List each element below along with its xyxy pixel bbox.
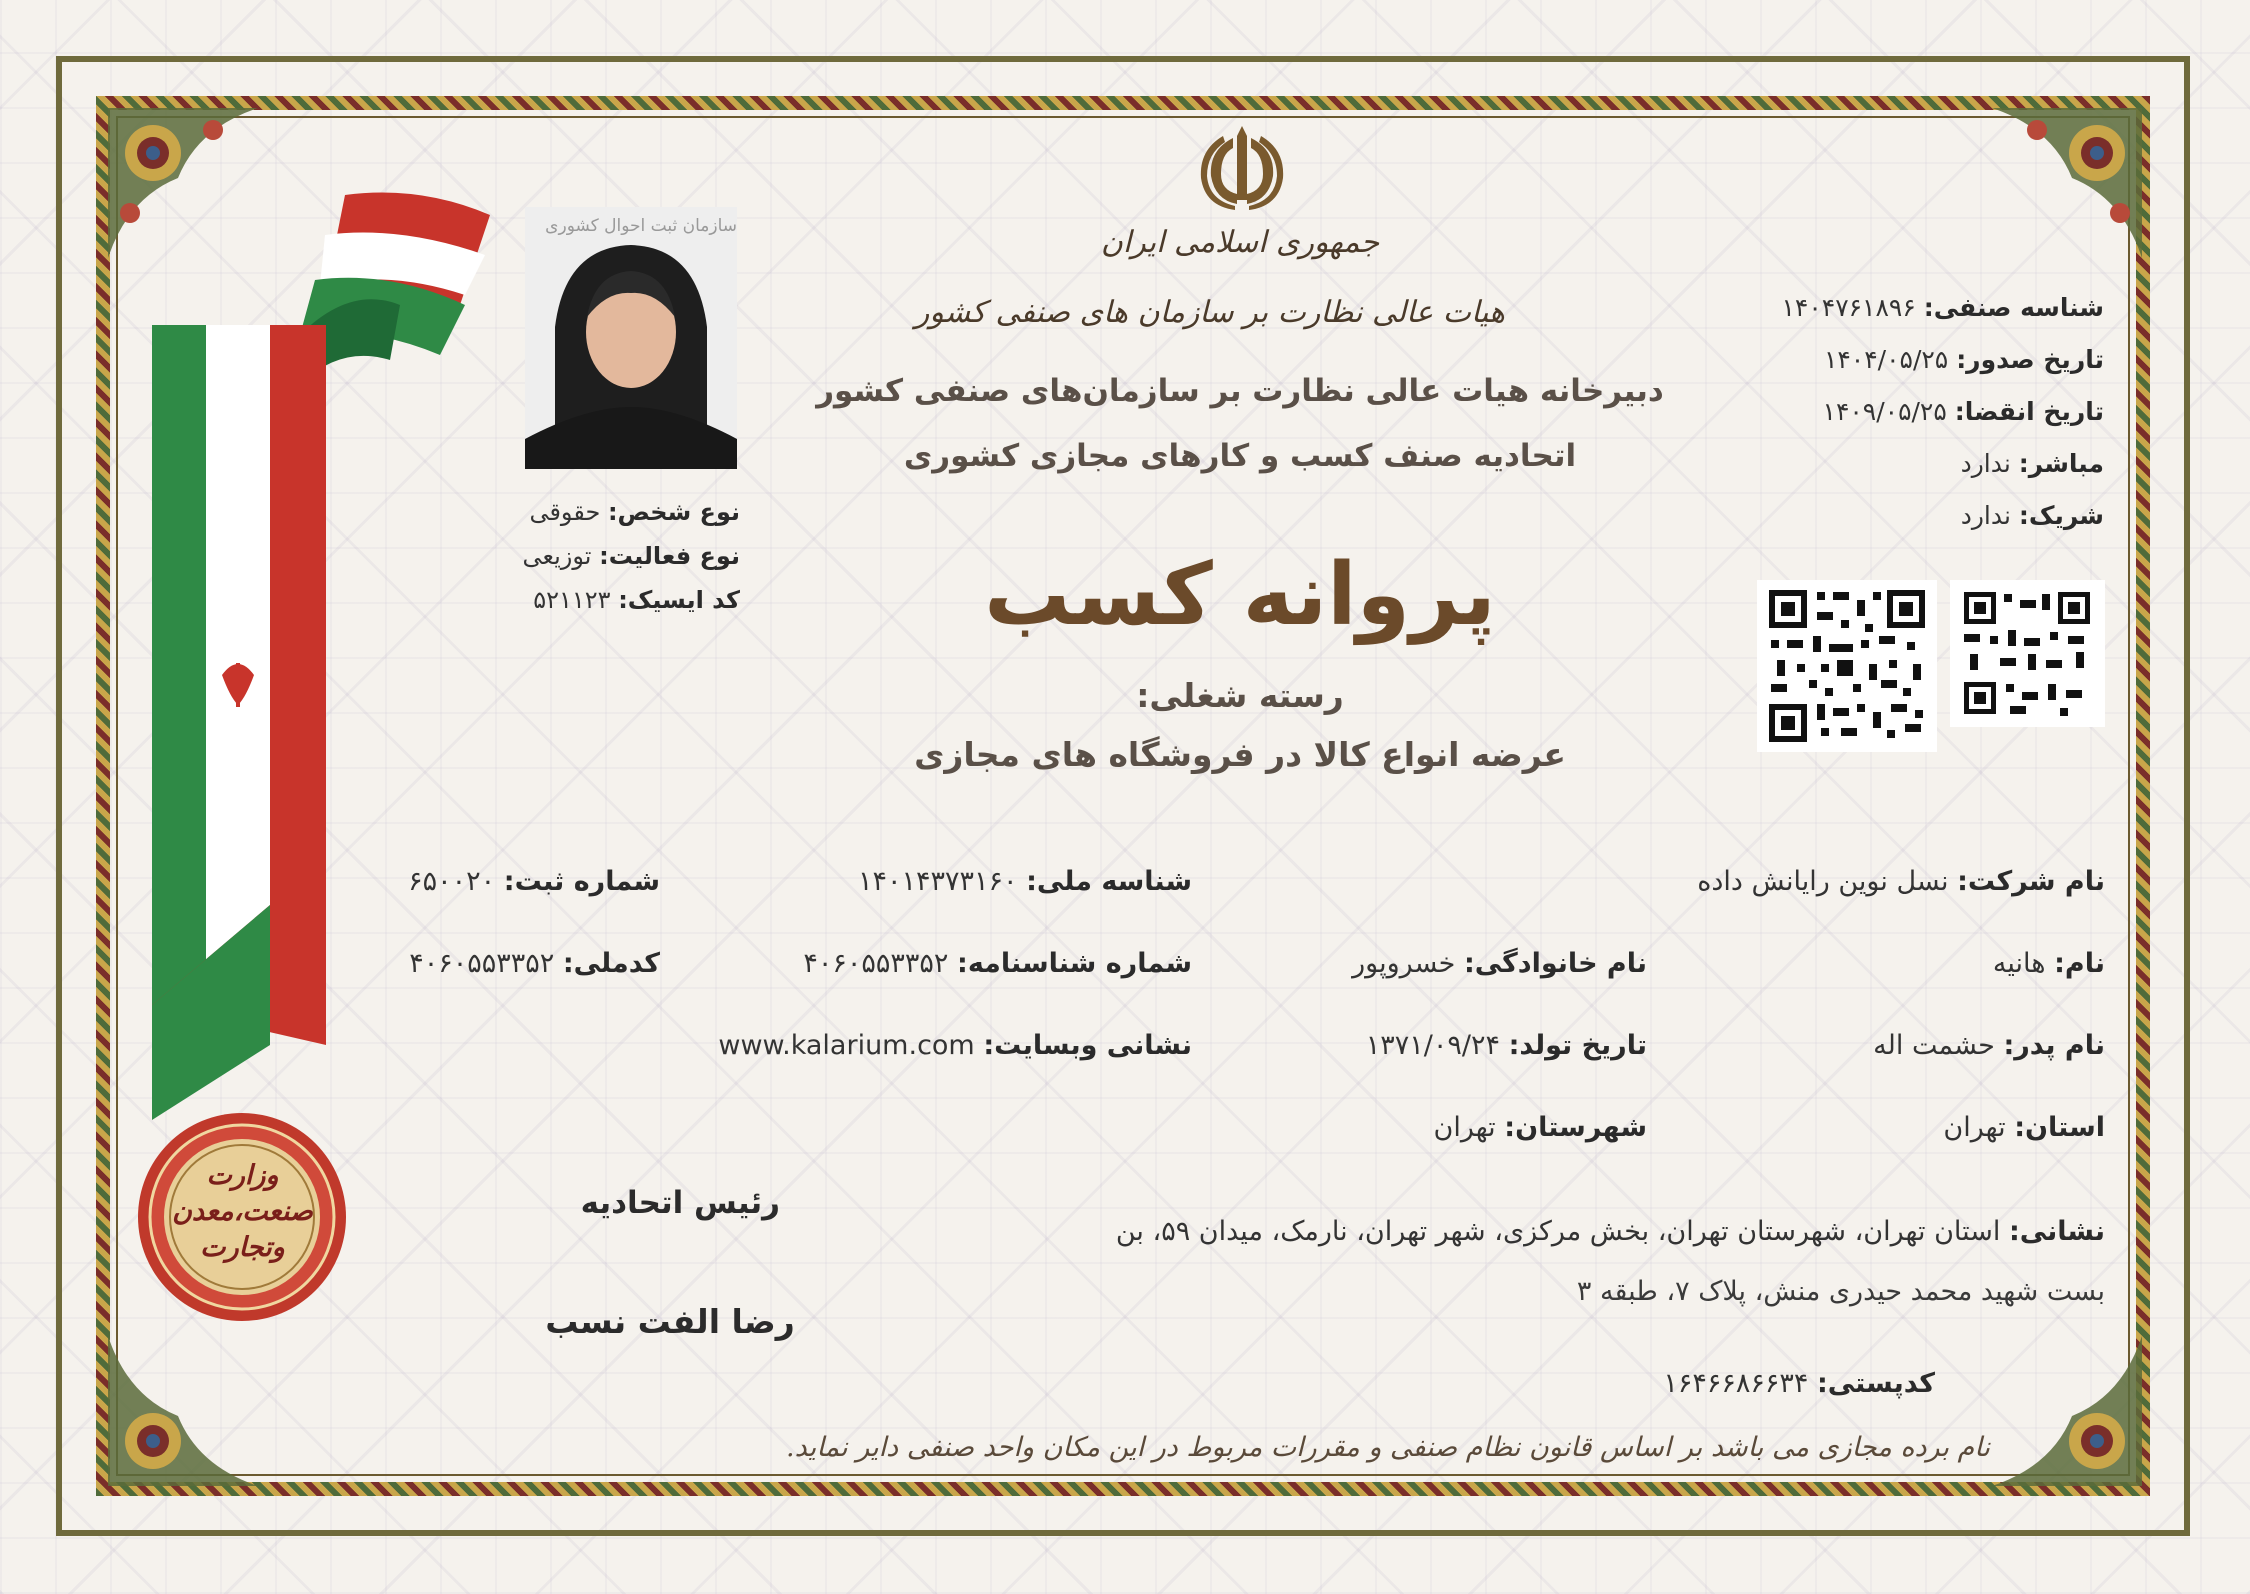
national-id-row: شناسه ملی: ۱۴۰۱۴۳۷۳۱۶۰ — [857, 866, 1192, 897]
address-line-2: بست شهید محمد حیدری منش، پلاک ۷، طبقه ۳ — [1576, 1276, 2105, 1307]
secretariat-title: دبیرخانه هیات عالی نظارت بر سازمان‌های صنفی کشور — [816, 373, 1664, 409]
category-value: عرضه انواع کالا در فروشگاه های مجازی — [914, 735, 1566, 774]
qr-code-icon — [1950, 580, 2105, 727]
birth-date-row: تاریخ تولد: ۱۳۷۱/۰۹/۲۴ — [1365, 1030, 1647, 1061]
partner-row: شریک: ندارد — [1960, 501, 2104, 530]
footer-note: نام برده مجازی می باشد بر اساس قانون نظام صنفی و مقررات مربوط در این مکان واحد صنفی دایر نماید. — [786, 1432, 1990, 1463]
expiry-date-row: تاریخ انقضا: ۱۴۰۹/۰۵/۲۵ — [1822, 397, 2104, 426]
isic-code-row: کد ایسیک: ۵۲۱۱۲۳ — [533, 586, 740, 614]
top-right-info — [1700, 282, 2104, 542]
city-row: شهرستان: تهران — [1433, 1112, 1647, 1143]
left-info — [440, 490, 740, 622]
website-link[interactable]: www.kalarium.com — [718, 1030, 975, 1061]
issue-date-row: تاریخ صدور: ۱۴۰۴/۰۵/۲۵ — [1823, 345, 2104, 374]
union-head-title: رئیس اتحادیه — [580, 1185, 780, 1221]
person-type-row: نوع شخص: حقوقی — [529, 498, 740, 526]
province-row: استان: تهران — [1943, 1112, 2105, 1143]
address-row: نشانی: استان تهران، شهرستان تهران، بخش مرکزی، شهر تهران، نارمک، میدان ۵۹، بن — [1115, 1216, 2105, 1247]
agent-row: مباشر: ندارد — [1960, 449, 2104, 478]
category-label: رسته شغلی: — [1136, 676, 1344, 715]
qr-code-icon — [1757, 580, 1937, 752]
union-title: اتحادیه صنف کسب و کارهای مجازی کشوری — [903, 438, 1577, 474]
company-name-row: نام شرکت: نسل نوین رایانش داده — [1697, 866, 2105, 897]
license-title: پروانه کسب — [984, 545, 1496, 645]
corner-ornament-icon — [1992, 1336, 2142, 1486]
registration-number-row: شماره ثبت: ۶۵۰۰۲۰ — [408, 866, 660, 897]
postal-code-row: کدپستی: ۱۶۴۶۶۸۶۶۳۴ — [1663, 1368, 1935, 1399]
national-code-row: کدملی: ۴۰۶۰۵۵۳۳۵۲ — [409, 948, 660, 979]
guild-id-row: شناسه صنفی: ۱۴۰۴۷۶۱۸۹۶ — [1781, 293, 2104, 322]
union-head-name: رضا الفت نسب — [545, 1302, 795, 1341]
photo-watermark: سازمان ثبت احوال کشوری — [545, 216, 737, 236]
republic-title: جمهوری اسلامی ایران — [1100, 225, 1380, 260]
father-name-row: نام پدر: حشمت اله — [1873, 1030, 2105, 1061]
iran-emblem-icon — [1195, 120, 1290, 212]
website-row: نشانی وبسایت: www.kalarium.com — [718, 1030, 1192, 1061]
seal-text: وزارت صنعت،معدن وتجارت — [172, 1160, 313, 1263]
first-name-row: نام: هانیه — [1992, 948, 2105, 979]
qr-code-small — [1950, 580, 2105, 727]
iran-flag-ribbon — [150, 185, 495, 1135]
id-number-row: شماره شناسنامه: ۴۰۶۰۵۵۳۳۵۲ — [803, 948, 1192, 979]
board-title: هیات عالی نظارت بر سازمان های صنفی کشور — [914, 295, 1505, 330]
activity-type-row: نوع فعالیت: توزیعی — [522, 542, 740, 570]
family-name-row: نام خانوادگی: خسروپور — [1352, 948, 1647, 979]
qr-code-large — [1757, 580, 1937, 752]
corner-ornament-icon — [1992, 108, 2142, 258]
owner-photo — [525, 207, 737, 469]
corner-ornament-icon — [108, 1336, 258, 1486]
